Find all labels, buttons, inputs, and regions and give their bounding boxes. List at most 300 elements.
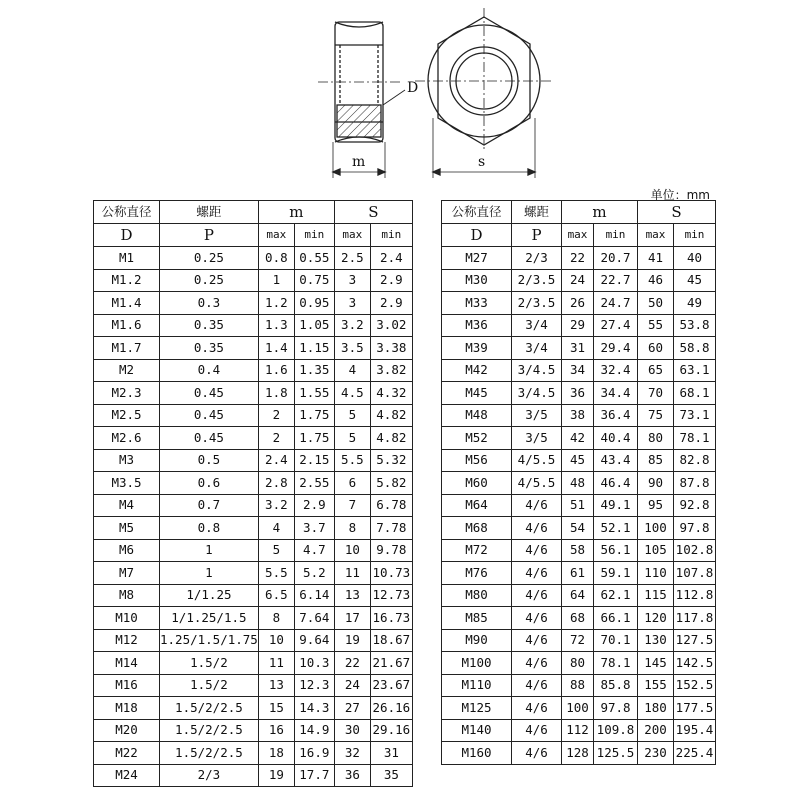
cell-diameter: M110 bbox=[442, 674, 512, 697]
cell-pitch: 3/5 bbox=[512, 404, 562, 427]
cell-s-max: 105 bbox=[638, 539, 674, 562]
cell-s-min: 117.8 bbox=[674, 607, 716, 630]
cell-s-min: 40 bbox=[674, 247, 716, 270]
cell-m-min: 78.1 bbox=[594, 652, 638, 675]
cell-s-min: 10.73 bbox=[370, 562, 412, 585]
cell-m-min: 49.1 bbox=[594, 494, 638, 517]
cell-m-min: 20.7 bbox=[594, 247, 638, 270]
cell-s-min: 35 bbox=[370, 764, 412, 787]
cell-s-min: 82.8 bbox=[674, 449, 716, 472]
cell-s-max: 32 bbox=[334, 742, 370, 765]
cell-m-max: 80 bbox=[562, 652, 594, 675]
cell-diameter: M5 bbox=[94, 517, 160, 540]
cell-m-max: 42 bbox=[562, 427, 594, 450]
cell-s-max: 200 bbox=[638, 719, 674, 742]
cell-diameter: M27 bbox=[442, 247, 512, 270]
table-row bbox=[442, 359, 716, 382]
cell-pitch: 1.25/1.5/1.75 bbox=[160, 629, 259, 652]
cell-diameter: M4 bbox=[94, 494, 160, 517]
cell-s-min: 2.9 bbox=[370, 292, 412, 315]
header-s-max: max bbox=[638, 224, 674, 247]
cell-s-min: 16.73 bbox=[370, 607, 412, 630]
cell-m-min: 27.4 bbox=[594, 314, 638, 337]
cell-s-max: 22 bbox=[334, 652, 370, 675]
table-row bbox=[94, 719, 413, 742]
table-row bbox=[94, 607, 413, 630]
cell-m-min: 0.95 bbox=[294, 292, 334, 315]
cell-diameter: M140 bbox=[442, 719, 512, 742]
cell-diameter: M2.5 bbox=[94, 404, 160, 427]
cell-pitch: 2/3 bbox=[160, 764, 259, 787]
cell-s-max: 180 bbox=[638, 697, 674, 720]
cell-s-max: 36 bbox=[334, 764, 370, 787]
cell-m-min: 109.8 bbox=[594, 719, 638, 742]
cell-m-min: 36.4 bbox=[594, 404, 638, 427]
cell-s-max: 80 bbox=[638, 427, 674, 450]
label-m: m bbox=[352, 154, 366, 170]
cell-s-max: 145 bbox=[638, 652, 674, 675]
cell-m-max: 22 bbox=[562, 247, 594, 270]
cell-pitch: 0.4 bbox=[160, 359, 259, 382]
table-row bbox=[442, 247, 716, 270]
cell-s-min: 5.32 bbox=[370, 449, 412, 472]
cell-m-max: 128 bbox=[562, 742, 594, 765]
header-s-min: min bbox=[370, 224, 412, 247]
cell-pitch: 1 bbox=[160, 539, 259, 562]
cell-s-max: 230 bbox=[638, 742, 674, 765]
cell-pitch: 4/6 bbox=[512, 742, 562, 765]
cell-m-min: 85.8 bbox=[594, 674, 638, 697]
table-row bbox=[94, 562, 413, 585]
cell-diameter: M1.7 bbox=[94, 337, 160, 360]
cell-m-max: 2.4 bbox=[258, 449, 294, 472]
cell-diameter: M8 bbox=[94, 584, 160, 607]
cell-pitch: 0.8 bbox=[160, 517, 259, 540]
cell-m-min: 14.3 bbox=[294, 697, 334, 720]
cell-m-max: 4 bbox=[258, 517, 294, 540]
cell-pitch: 1.5/2/2.5 bbox=[160, 742, 259, 765]
cell-m-min: 6.14 bbox=[294, 584, 334, 607]
header-p-bottom: P bbox=[512, 224, 562, 247]
cell-m-max: 38 bbox=[562, 404, 594, 427]
cell-s-min: 68.1 bbox=[674, 382, 716, 405]
table-row bbox=[94, 674, 413, 697]
cell-s-max: 41 bbox=[638, 247, 674, 270]
cell-s-min: 92.8 bbox=[674, 494, 716, 517]
table-row bbox=[442, 584, 716, 607]
table-row bbox=[94, 247, 413, 270]
cell-s-min: 9.78 bbox=[370, 539, 412, 562]
cell-pitch: 3/4 bbox=[512, 314, 562, 337]
table-row bbox=[94, 539, 413, 562]
table-row bbox=[94, 472, 413, 495]
cell-diameter: M125 bbox=[442, 697, 512, 720]
cell-m-min: 1.15 bbox=[294, 337, 334, 360]
cell-s-min: 45 bbox=[674, 269, 716, 292]
cell-s-min: 5.82 bbox=[370, 472, 412, 495]
cell-s-max: 3.2 bbox=[334, 314, 370, 337]
cell-s-max: 5 bbox=[334, 427, 370, 450]
cell-m-max: 1 bbox=[258, 269, 294, 292]
cell-m-max: 16 bbox=[258, 719, 294, 742]
cell-m-max: 112 bbox=[562, 719, 594, 742]
table-row bbox=[94, 652, 413, 675]
header-p-top: 螺距 bbox=[512, 201, 562, 224]
cell-m-min: 97.8 bbox=[594, 697, 638, 720]
cell-m-max: 48 bbox=[562, 472, 594, 495]
cell-s-min: 12.73 bbox=[370, 584, 412, 607]
cell-m-max: 13 bbox=[258, 674, 294, 697]
cell-m-min: 40.4 bbox=[594, 427, 638, 450]
spec-table-left bbox=[93, 200, 413, 787]
cell-pitch: 0.6 bbox=[160, 472, 259, 495]
cell-s-max: 46 bbox=[638, 269, 674, 292]
cell-m-max: 54 bbox=[562, 517, 594, 540]
cell-diameter: M68 bbox=[442, 517, 512, 540]
cell-m-min: 29.4 bbox=[594, 337, 638, 360]
cell-pitch: 1.5/2 bbox=[160, 674, 259, 697]
cell-diameter: M39 bbox=[442, 337, 512, 360]
cell-pitch: 0.35 bbox=[160, 337, 259, 360]
cell-m-min: 1.75 bbox=[294, 404, 334, 427]
header-d-bottom: D bbox=[94, 224, 160, 247]
cell-pitch: 4/6 bbox=[512, 697, 562, 720]
cell-s-min: 4.82 bbox=[370, 404, 412, 427]
cell-pitch: 0.5 bbox=[160, 449, 259, 472]
cell-m-min: 17.7 bbox=[294, 764, 334, 787]
cell-m-min: 4.7 bbox=[294, 539, 334, 562]
spec-table-right bbox=[441, 200, 716, 765]
cell-s-min: 58.8 bbox=[674, 337, 716, 360]
table-row bbox=[442, 494, 716, 517]
table-row bbox=[442, 472, 716, 495]
cell-diameter: M20 bbox=[94, 719, 160, 742]
cell-m-max: 26 bbox=[562, 292, 594, 315]
spec-table-right-body bbox=[442, 247, 716, 765]
cell-s-min: 127.5 bbox=[674, 629, 716, 652]
cell-m-max: 11 bbox=[258, 652, 294, 675]
table-row bbox=[94, 404, 413, 427]
header-d-bottom: D bbox=[442, 224, 512, 247]
header-p-bottom: P bbox=[160, 224, 259, 247]
cell-pitch: 0.45 bbox=[160, 427, 259, 450]
cell-s-min: 21.67 bbox=[370, 652, 412, 675]
nut-front-view bbox=[415, 8, 553, 178]
table-row bbox=[94, 337, 413, 360]
cell-pitch: 0.45 bbox=[160, 382, 259, 405]
cell-s-min: 87.8 bbox=[674, 472, 716, 495]
cell-s-min: 2.9 bbox=[370, 269, 412, 292]
cell-pitch: 4/5.5 bbox=[512, 449, 562, 472]
cell-s-max: 90 bbox=[638, 472, 674, 495]
cell-s-min: 177.5 bbox=[674, 697, 716, 720]
cell-s-min: 142.5 bbox=[674, 652, 716, 675]
table-row bbox=[94, 359, 413, 382]
cell-m-max: 1.8 bbox=[258, 382, 294, 405]
cell-m-max: 18 bbox=[258, 742, 294, 765]
cell-m-min: 0.75 bbox=[294, 269, 334, 292]
cell-pitch: 3/4 bbox=[512, 337, 562, 360]
cell-m-min: 16.9 bbox=[294, 742, 334, 765]
cell-m-min: 5.2 bbox=[294, 562, 334, 585]
cell-pitch: 4/5.5 bbox=[512, 472, 562, 495]
cell-diameter: M48 bbox=[442, 404, 512, 427]
cell-diameter: M64 bbox=[442, 494, 512, 517]
cell-m-min: 2.9 bbox=[294, 494, 334, 517]
cell-s-min: 112.8 bbox=[674, 584, 716, 607]
cell-diameter: M1 bbox=[94, 247, 160, 270]
table-row bbox=[94, 764, 413, 787]
cell-s-max: 30 bbox=[334, 719, 370, 742]
cell-diameter: M3 bbox=[94, 449, 160, 472]
cell-s-min: 78.1 bbox=[674, 427, 716, 450]
cell-pitch: 0.35 bbox=[160, 314, 259, 337]
cell-diameter: M60 bbox=[442, 472, 512, 495]
cell-m-min: 3.7 bbox=[294, 517, 334, 540]
label-d: D bbox=[407, 80, 419, 96]
cell-s-min: 29.16 bbox=[370, 719, 412, 742]
header-p-top: 螺距 bbox=[160, 201, 259, 224]
table-row bbox=[442, 404, 716, 427]
cell-diameter: M6 bbox=[94, 539, 160, 562]
cell-m-max: 5.5 bbox=[258, 562, 294, 585]
cell-pitch: 2/3.5 bbox=[512, 269, 562, 292]
cell-m-max: 1.2 bbox=[258, 292, 294, 315]
cell-s-max: 115 bbox=[638, 584, 674, 607]
cell-s-min: 49 bbox=[674, 292, 716, 315]
cell-m-max: 68 bbox=[562, 607, 594, 630]
cell-s-max: 13 bbox=[334, 584, 370, 607]
cell-s-min: 102.8 bbox=[674, 539, 716, 562]
cell-m-max: 1.6 bbox=[258, 359, 294, 382]
cell-m-max: 3.2 bbox=[258, 494, 294, 517]
cell-pitch: 3/4.5 bbox=[512, 359, 562, 382]
cell-diameter: M36 bbox=[442, 314, 512, 337]
cell-diameter: M56 bbox=[442, 449, 512, 472]
cell-s-max: 17 bbox=[334, 607, 370, 630]
cell-pitch: 1/1.25 bbox=[160, 584, 259, 607]
table-row bbox=[442, 629, 716, 652]
cell-m-min: 10.3 bbox=[294, 652, 334, 675]
cell-pitch: 0.45 bbox=[160, 404, 259, 427]
cell-m-max: 2 bbox=[258, 404, 294, 427]
cell-s-min: 26.16 bbox=[370, 697, 412, 720]
table-row bbox=[94, 449, 413, 472]
header-m-min: min bbox=[594, 224, 638, 247]
cell-m-min: 12.3 bbox=[294, 674, 334, 697]
cell-s-max: 4 bbox=[334, 359, 370, 382]
cell-m-min: 0.55 bbox=[294, 247, 334, 270]
cell-m-max: 31 bbox=[562, 337, 594, 360]
spec-table-left-body bbox=[94, 247, 413, 787]
cell-diameter: M1.2 bbox=[94, 269, 160, 292]
cell-diameter: M90 bbox=[442, 629, 512, 652]
cell-pitch: 4/6 bbox=[512, 494, 562, 517]
hex-nut-drawing bbox=[0, 0, 802, 190]
unit-label: 单位：mm bbox=[650, 188, 710, 202]
cell-m-max: 45 bbox=[562, 449, 594, 472]
header-s: S bbox=[334, 201, 412, 224]
cell-s-max: 7 bbox=[334, 494, 370, 517]
cell-m-max: 88 bbox=[562, 674, 594, 697]
cell-s-max: 3.5 bbox=[334, 337, 370, 360]
cell-m-min: 2.55 bbox=[294, 472, 334, 495]
cell-m-max: 1.4 bbox=[258, 337, 294, 360]
cell-s-max: 100 bbox=[638, 517, 674, 540]
cell-s-max: 3 bbox=[334, 269, 370, 292]
cell-diameter: M76 bbox=[442, 562, 512, 585]
cell-diameter: M100 bbox=[442, 652, 512, 675]
cell-diameter: M2 bbox=[94, 359, 160, 382]
cell-diameter: M2.6 bbox=[94, 427, 160, 450]
cell-pitch: 3/4.5 bbox=[512, 382, 562, 405]
table-row bbox=[94, 292, 413, 315]
cell-diameter: M160 bbox=[442, 742, 512, 765]
cell-pitch: 2/3 bbox=[512, 247, 562, 270]
cell-s-max: 55 bbox=[638, 314, 674, 337]
table-row bbox=[94, 382, 413, 405]
cell-s-max: 27 bbox=[334, 697, 370, 720]
cell-m-min: 34.4 bbox=[594, 382, 638, 405]
cell-diameter: M42 bbox=[442, 359, 512, 382]
table-row bbox=[442, 719, 716, 742]
header-m-max: max bbox=[562, 224, 594, 247]
cell-s-max: 5 bbox=[334, 404, 370, 427]
cell-pitch: 4/6 bbox=[512, 674, 562, 697]
cell-s-min: 3.02 bbox=[370, 314, 412, 337]
table-row bbox=[442, 562, 716, 585]
cell-s-min: 7.78 bbox=[370, 517, 412, 540]
cell-m-min: 1.75 bbox=[294, 427, 334, 450]
cell-m-min: 24.7 bbox=[594, 292, 638, 315]
cell-pitch: 4/6 bbox=[512, 539, 562, 562]
cell-m-min: 7.64 bbox=[294, 607, 334, 630]
cell-m-min: 66.1 bbox=[594, 607, 638, 630]
table-row bbox=[442, 674, 716, 697]
cell-diameter: M16 bbox=[94, 674, 160, 697]
cell-diameter: M22 bbox=[94, 742, 160, 765]
table-row bbox=[442, 382, 716, 405]
cell-diameter: M45 bbox=[442, 382, 512, 405]
cell-m-min: 1.05 bbox=[294, 314, 334, 337]
cell-s-max: 50 bbox=[638, 292, 674, 315]
cell-m-min: 1.55 bbox=[294, 382, 334, 405]
cell-m-min: 62.1 bbox=[594, 584, 638, 607]
header-m-min: min bbox=[294, 224, 334, 247]
header-s: S bbox=[638, 201, 716, 224]
cell-diameter: M72 bbox=[442, 539, 512, 562]
header-m: m bbox=[258, 201, 334, 224]
cell-s-max: 120 bbox=[638, 607, 674, 630]
table-row bbox=[442, 292, 716, 315]
cell-m-min: 1.35 bbox=[294, 359, 334, 382]
table-row bbox=[94, 742, 413, 765]
cell-s-min: 4.82 bbox=[370, 427, 412, 450]
table-row bbox=[94, 494, 413, 517]
table-row bbox=[442, 517, 716, 540]
cell-m-max: 2.8 bbox=[258, 472, 294, 495]
cell-s-min: 4.32 bbox=[370, 382, 412, 405]
cell-m-max: 64 bbox=[562, 584, 594, 607]
cell-s-max: 95 bbox=[638, 494, 674, 517]
cell-m-max: 5 bbox=[258, 539, 294, 562]
cell-diameter: M24 bbox=[94, 764, 160, 787]
cell-m-max: 61 bbox=[562, 562, 594, 585]
cell-s-min: 3.82 bbox=[370, 359, 412, 382]
cell-m-min: 70.1 bbox=[594, 629, 638, 652]
cell-m-max: 0.8 bbox=[258, 247, 294, 270]
cell-s-min: 18.67 bbox=[370, 629, 412, 652]
cell-pitch: 4/6 bbox=[512, 652, 562, 675]
cell-s-min: 2.4 bbox=[370, 247, 412, 270]
table-row bbox=[442, 337, 716, 360]
cell-s-max: 4.5 bbox=[334, 382, 370, 405]
cell-s-max: 65 bbox=[638, 359, 674, 382]
cell-s-min: 3.38 bbox=[370, 337, 412, 360]
table-row bbox=[442, 449, 716, 472]
cell-s-min: 31 bbox=[370, 742, 412, 765]
cell-diameter: M14 bbox=[94, 652, 160, 675]
header-d-top: 公称直径 bbox=[94, 201, 160, 224]
cell-m-max: 72 bbox=[562, 629, 594, 652]
cell-s-max: 2.5 bbox=[334, 247, 370, 270]
cell-s-max: 6 bbox=[334, 472, 370, 495]
cell-m-max: 15 bbox=[258, 697, 294, 720]
cell-s-max: 5.5 bbox=[334, 449, 370, 472]
cell-s-max: 130 bbox=[638, 629, 674, 652]
cell-s-max: 85 bbox=[638, 449, 674, 472]
cell-m-max: 58 bbox=[562, 539, 594, 562]
table-row bbox=[442, 607, 716, 630]
cell-s-max: 8 bbox=[334, 517, 370, 540]
table-row bbox=[94, 427, 413, 450]
cell-pitch: 1/1.25/1.5 bbox=[160, 607, 259, 630]
header-m: m bbox=[562, 201, 638, 224]
table-row bbox=[442, 427, 716, 450]
cell-m-max: 34 bbox=[562, 359, 594, 382]
table-row bbox=[442, 742, 716, 765]
cell-m-min: 46.4 bbox=[594, 472, 638, 495]
cell-m-min: 59.1 bbox=[594, 562, 638, 585]
table-row bbox=[442, 652, 716, 675]
cell-diameter: M2.3 bbox=[94, 382, 160, 405]
cell-m-max: 24 bbox=[562, 269, 594, 292]
cell-s-min: 6.78 bbox=[370, 494, 412, 517]
table-row bbox=[442, 269, 716, 292]
cell-diameter: M85 bbox=[442, 607, 512, 630]
cell-m-min: 125.5 bbox=[594, 742, 638, 765]
table-row bbox=[94, 629, 413, 652]
cell-diameter: M10 bbox=[94, 607, 160, 630]
cell-s-max: 110 bbox=[638, 562, 674, 585]
cell-m-max: 36 bbox=[562, 382, 594, 405]
cell-m-max: 2 bbox=[258, 427, 294, 450]
cell-pitch: 0.7 bbox=[160, 494, 259, 517]
table-row bbox=[94, 314, 413, 337]
cell-diameter: M1.4 bbox=[94, 292, 160, 315]
cell-m-min: 9.64 bbox=[294, 629, 334, 652]
cell-s-max: 75 bbox=[638, 404, 674, 427]
cell-m-max: 51 bbox=[562, 494, 594, 517]
cell-m-min: 52.1 bbox=[594, 517, 638, 540]
cell-diameter: M80 bbox=[442, 584, 512, 607]
cell-pitch: 0.25 bbox=[160, 269, 259, 292]
cell-m-min: 56.1 bbox=[594, 539, 638, 562]
cell-pitch: 1.5/2 bbox=[160, 652, 259, 675]
table-row bbox=[442, 539, 716, 562]
cell-s-max: 11 bbox=[334, 562, 370, 585]
cell-m-max: 29 bbox=[562, 314, 594, 337]
